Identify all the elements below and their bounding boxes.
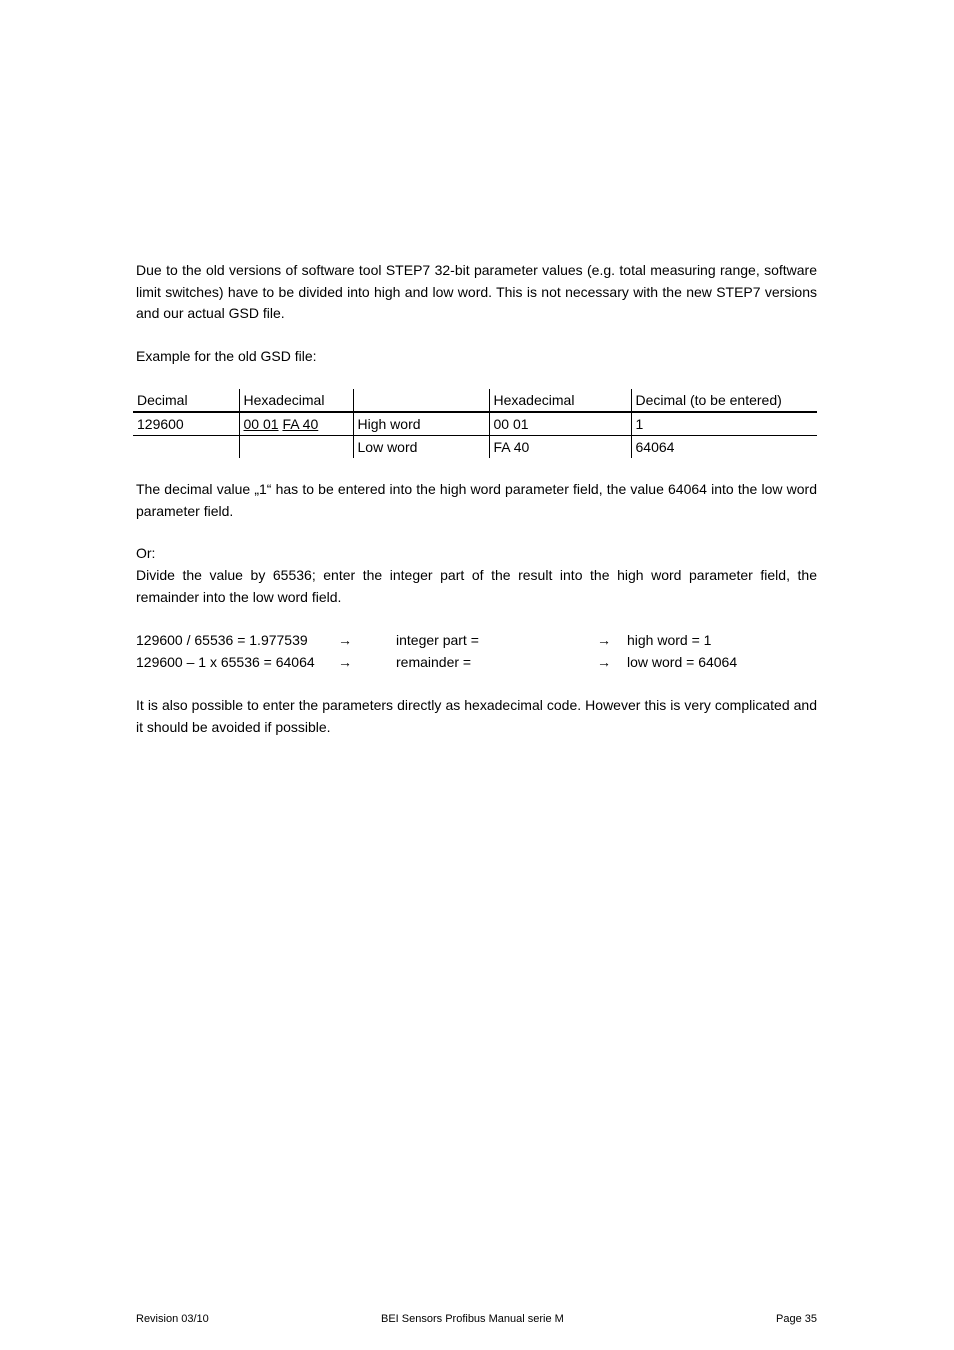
table-cell: FA 40 xyxy=(489,436,631,459)
divide-paragraph: Divide the value by 65536; enter the integer part of the result into the high word parameter field, the remainder into the low word field. xyxy=(136,567,817,605)
table-row xyxy=(133,412,817,436)
footer-manual-title: BEI Sensors Profibus Manual serie M xyxy=(381,1313,564,1325)
calculation-result: high word = 1 xyxy=(627,632,712,648)
right-arrow-icon: → xyxy=(597,632,611,648)
table-header-cell xyxy=(353,389,489,412)
table-header-row xyxy=(133,389,817,412)
example-caption: Example for the old GSD file: xyxy=(136,348,317,364)
calculation-expression: 129600 / 65536 = 1.977539 xyxy=(136,632,308,648)
calculation-result: low word = 64064 xyxy=(627,654,738,670)
hex-low-part: FA 40 xyxy=(282,416,319,432)
calculation-row xyxy=(136,630,817,651)
right-arrow-icon: → xyxy=(338,654,352,670)
table-cell: 129600 xyxy=(133,412,239,436)
intro-paragraph: Due to the old versions of software tool STEP7 32-bit parameter values (e.g. total measuring range, software limit switches) have to be divided into high and low word. This is not necessary with the new STEP7 versions and our actual GSD file. xyxy=(136,262,817,321)
right-arrow-icon: → xyxy=(338,632,352,648)
table-cell: High word xyxy=(353,412,489,436)
table-header-cell: Decimal xyxy=(133,389,239,412)
table-cell: 64064 xyxy=(631,436,817,459)
calculation-label: integer part = xyxy=(396,632,479,648)
table-header-cell: Hexadecimal xyxy=(489,389,631,412)
footer-page-number: Page 35 xyxy=(776,1313,817,1325)
calculation-expression: 129600 – 1 x 65536 = 64064 xyxy=(136,654,315,670)
table-cell: Low word xyxy=(353,436,489,459)
explanation-paragraph: The decimal value „1“ has to be entered into the high word parameter field, the value 64064 into the low word parameter field. xyxy=(136,481,817,519)
table-cell xyxy=(239,436,353,459)
table-cell-hexadecimal xyxy=(239,412,353,436)
table-row xyxy=(133,436,817,459)
gsd-example-table xyxy=(133,389,817,458)
table-cell: 1 xyxy=(631,412,817,436)
table-header-cell: Decimal (to be entered) xyxy=(631,389,817,412)
right-arrow-icon: → xyxy=(597,654,611,670)
hex-high-part: 00 01 xyxy=(243,416,279,432)
footer-revision: Revision 03/10 xyxy=(136,1313,209,1325)
table-cell: 00 01 xyxy=(489,412,631,436)
closing-paragraph: It is also possible to enter the parameters directly as hexadecimal code. However this is very complicated and it should be avoided if possible. xyxy=(136,697,817,735)
table-cell xyxy=(133,436,239,459)
calculation-label: remainder = xyxy=(396,654,472,670)
calculation-row xyxy=(136,652,817,673)
or-label: Or: xyxy=(136,545,156,561)
table-header-cell: Hexadecimal xyxy=(239,389,353,412)
